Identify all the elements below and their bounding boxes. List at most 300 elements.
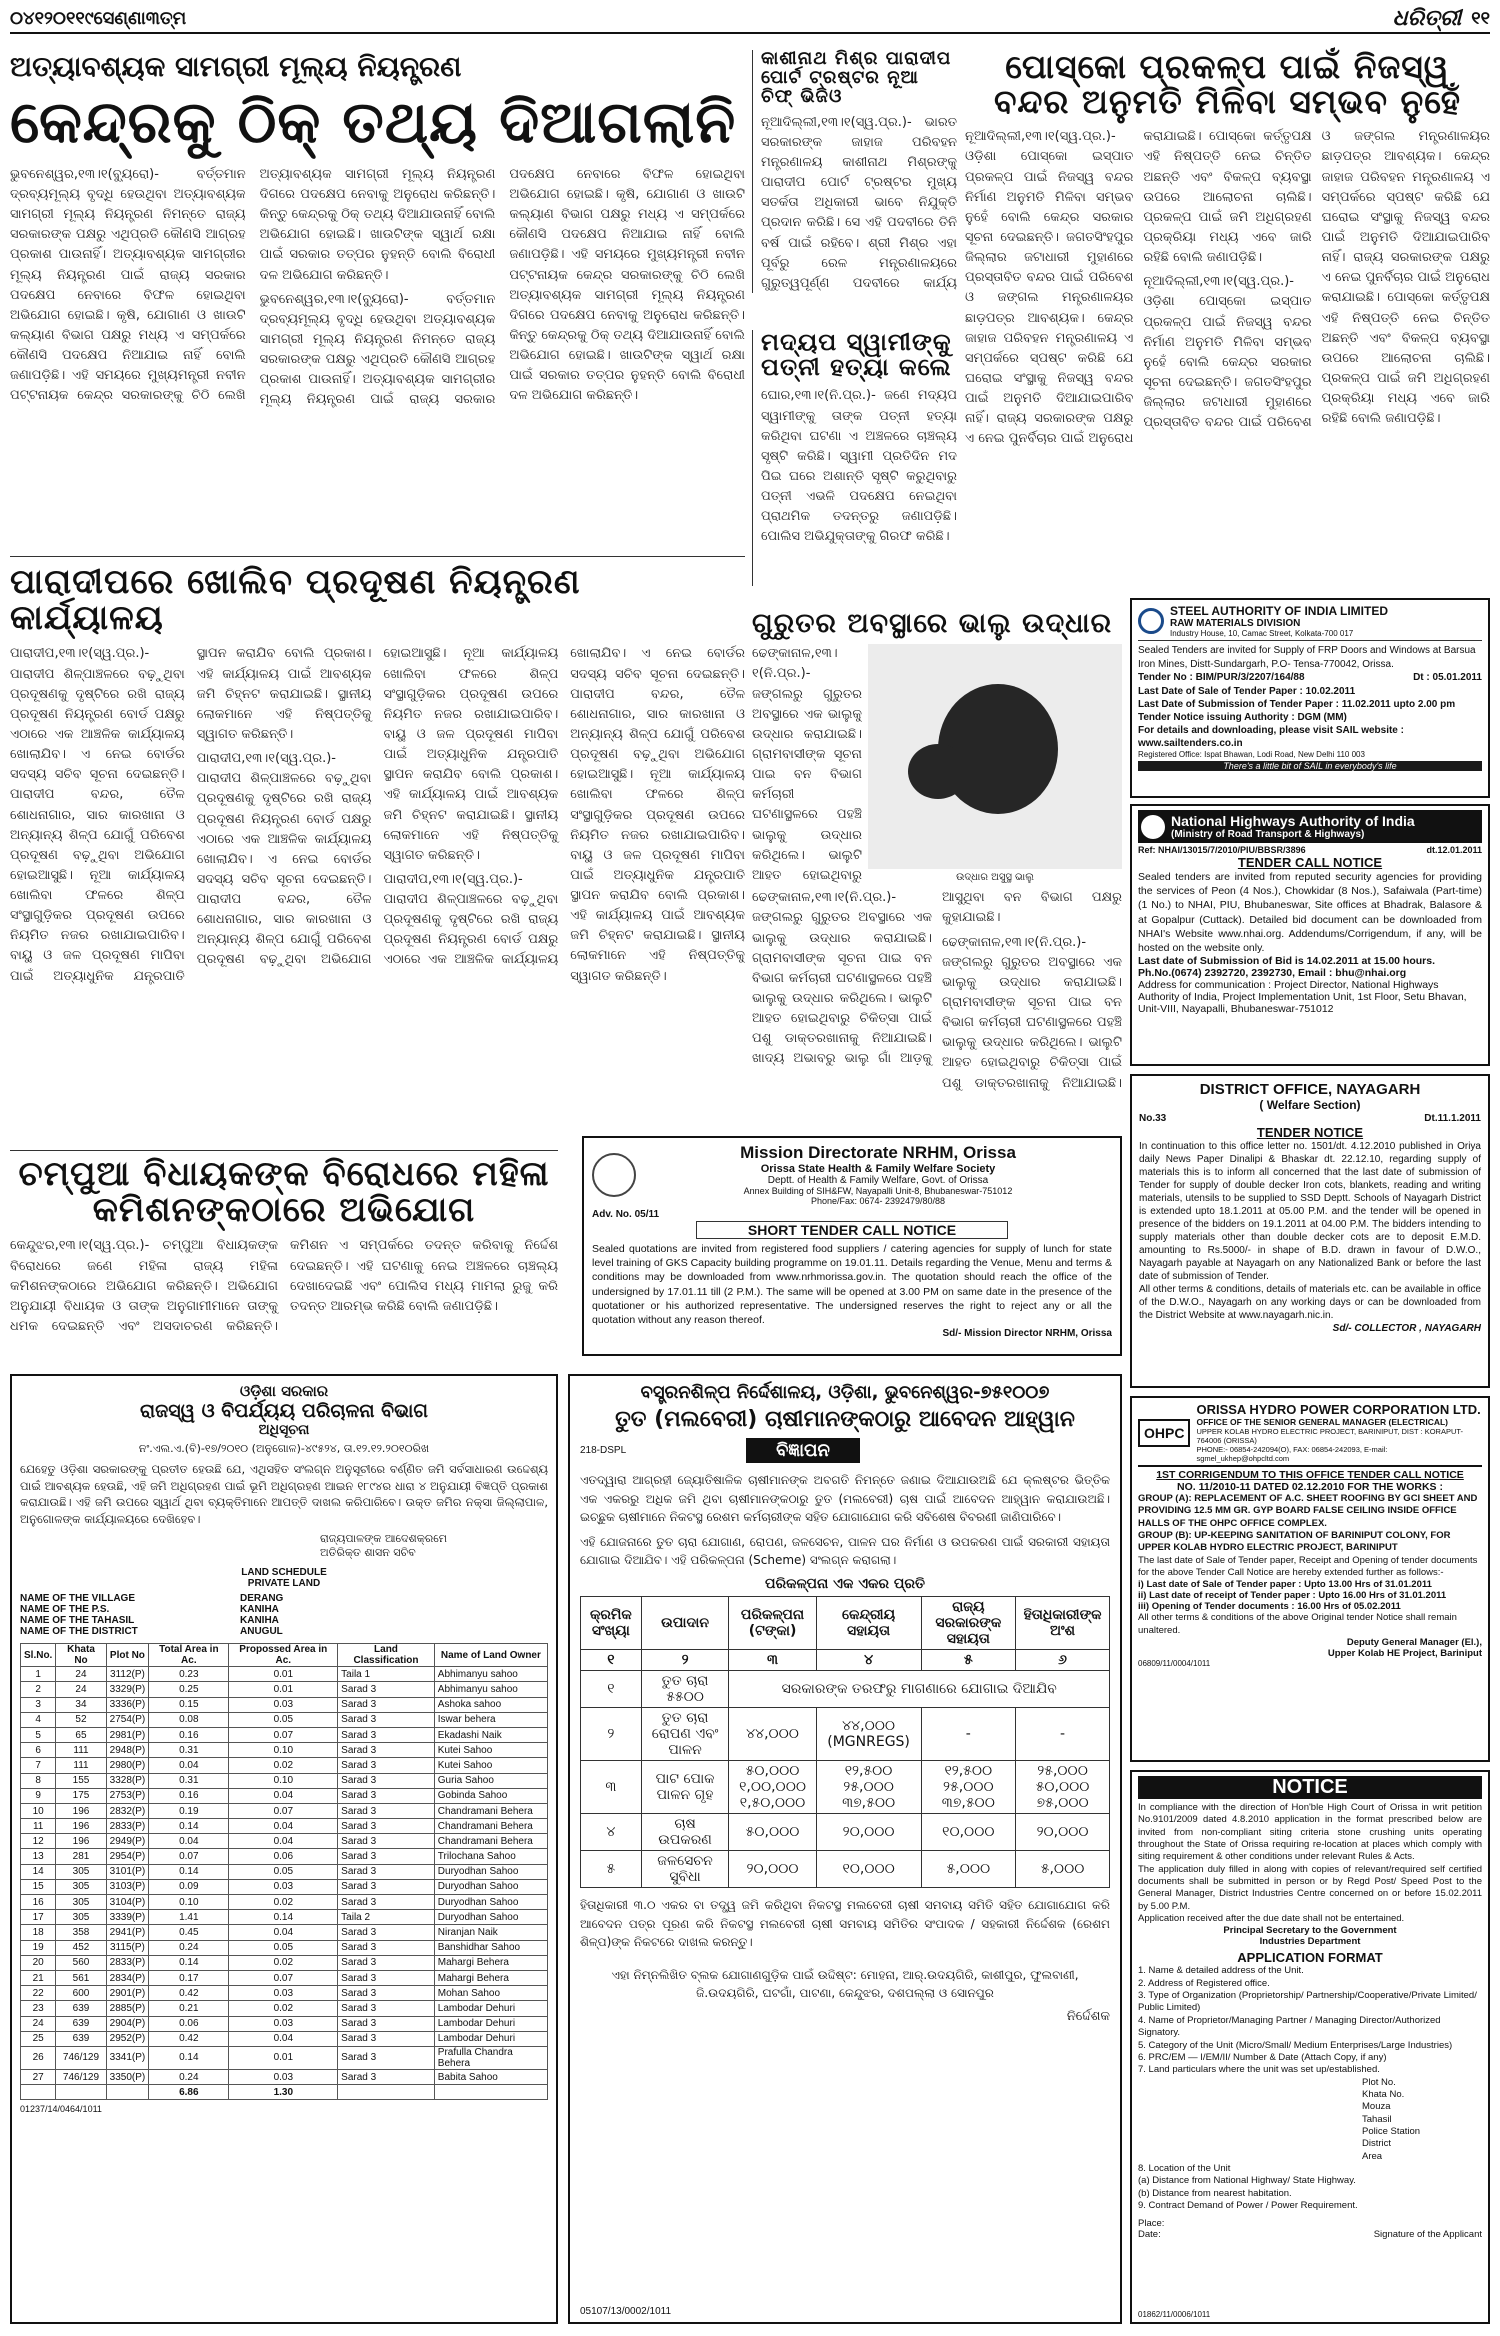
table-header: Name of Land Owner <box>434 1644 547 1667</box>
table-cell: ୨ <box>581 1707 642 1760</box>
table-header-num: ୨ <box>641 1649 729 1670</box>
table-row <box>21 1955 548 1970</box>
ad-body: Sealed quotations are invited from registered food suppliers / catering agencies for supply of lunch for state level training of GKS Capacity building programme on 19.01.11. Details regarding the Venue, Menu and terms & conditions may be downloaded from www.nrhmorissa.gov.in. The quotation should reach the office of the undersigned by 17.01.11 till (2 P.M.). The same will be opened at 3.00 PM on same date in the presence of the quotationer or his authorized representative. The undersigned reserves the right to reject any or all the quotation without any reason thereof. <box>592 1243 1112 1326</box>
table-cell: 0.03 <box>229 2069 338 2084</box>
table-cell: Ashoka sahoo <box>434 1697 547 1712</box>
table-cell: 0.14 <box>149 2046 229 2069</box>
ad-dept: ରାଜସ୍ୱ ଓ ବିପର୍ଯ୍ୟୟ ପରିଚାଳନା ବିଭାଗ <box>140 1400 428 1422</box>
table-cell: ୫୦,୦୦୦ <box>729 1813 816 1850</box>
table-cell: 0.24 <box>149 1940 229 1955</box>
table-cell: ୧୨,୫୦୦ ୨୫,୦୦୦ ୩୭,୫୦୦ <box>921 1760 1016 1813</box>
table-header: ହିତାଧିକାରୀଙ୍କ ଅଂଶ <box>1016 1596 1110 1649</box>
table-cell: 27 <box>21 2069 56 2084</box>
table-row <box>21 1910 548 1925</box>
table-cell: Sarad 3 <box>338 1727 435 1742</box>
ad-contact: Address for communication : Project Director, National Highways Authority of India, Project Implementation Unit, 1st Floor, Setu Bhavan, Unit-VIII, Nayapalli, Bhubaneswar-751012 <box>1138 979 1467 1016</box>
table-row <box>21 1788 548 1803</box>
ad-reg: Registered Office: Ispat Bhawan, Lodi Road, New Delhi 110 003 <box>1138 749 1365 759</box>
table-cell: 0.04 <box>149 1758 229 1773</box>
table-cell: 639 <box>56 2031 106 2046</box>
ad-nrhm <box>582 1136 1122 1356</box>
table-header-num: ୧ <box>581 1649 642 1670</box>
table-cell: 0.04 <box>229 1788 338 1803</box>
table-cell: Sarad 3 <box>338 1986 435 2001</box>
table-cell: 0.03 <box>229 2016 338 2031</box>
table-cell: 639 <box>56 2001 106 2016</box>
table-row <box>21 1864 548 1879</box>
table-cell: 0.25 <box>149 1682 229 1697</box>
table-cell: ୩ <box>581 1760 642 1813</box>
story-body: କେନ୍ଦୁଝର,୧୩।୧(ସ୍ୱ.ପ୍ର.)- ଚମ୍ପୁଆ ବିଧାୟକଙ୍କ ବିରୋଧରେ ଜଣେ ମହିଳା ରାଜ୍ୟ ମହିଳା କମିଶନଙ୍କଠାରେ ଅଭିଯୋଗ କରିଛନ୍ତି। ଅଭିଯୋଗ ଅନୁଯାୟୀ ବିଧାୟକ ଓ ତାଙ୍କ ଅନୁଗାମୀମାନେ ତାଙ୍କୁ ଧମକ ଦେଇଛନ୍ତି ଏବଂ ଅସଦାଚରଣ କରିଛନ୍ତି। କମିଶନ ଏ ସମ୍ପର୍କରେ ତଦନ୍ତ କରିବାକୁ ନିର୍ଦ୍ଦେଶ ଦେଇଛନ୍ତି। ଏହି ଘଟଣାକୁ ନେଇ ଅଞ୍ଚଳରେ ଚାଞ୍ଚଲ୍ୟ ଦେଖାଦେଇଛି ଏବଂ ପୋଲିସ ମଧ୍ୟ ମାମଲା ରୁଜୁ କରି ତଦନ୍ତ ଆରମ୍ଭ କରିଛି ବୋଲି ଜଣାପଡ଼ିଛି। <box>10 1238 558 1334</box>
ad-code: 01862/11/0006/1011 <box>1138 2310 1211 2319</box>
table-row <box>21 2069 548 2084</box>
table-cell: 358 <box>56 1925 106 1940</box>
story-headline[interactable]: କାଶୀନାଥ ମିଶ୍ର ପାରାଦୀପ ପୋର୍ଟ ଟ୍ରଷ୍ଟର ନୂଆ ଚିଫ୍ ଭିଜିଓ <box>761 48 952 107</box>
format-item: 2. Address of Registered office. <box>1138 1977 1270 1989</box>
ad-body: ଏହି ଯୋଜନାରେ ତୁତ ଚାରା ଯୋଗାଣ, ରୋପଣ, ଜଳସେଚନ, ପାଳନ ଘର ନିର୍ମାଣ ଓ ଉପକରଣ ପାଇଁ ସରକାରୀ ସହାୟତା ଯୋଗାଇ ଦିଆଯିବ। ଏହି ପରିକଳ୍ପନା (Scheme) ସଂଲଗ୍ନ କରାଗଲା। <box>580 1534 1110 1568</box>
table-cell: Sarad 3 <box>338 2046 435 2069</box>
table-cell: 1.41 <box>149 1910 229 1925</box>
meta-key: NAME OF THE VILLAGE <box>20 1593 135 1605</box>
ad-unit: UPPER KOLAB HYDRO ELECTRIC PROJECT, BARINIPUT, DIST : KORAPUT-764006 (ORISSA) <box>1196 1427 1464 1445</box>
land-field-label: Plot No. <box>1362 2076 1396 2088</box>
table-cell: 8 <box>21 1773 56 1788</box>
table-cell: ପାଟ ପୋକ ପାଳନ ଗୃହ <box>641 1760 729 1813</box>
table-header: Khata No <box>56 1644 106 1667</box>
table-cell: ୨୦,୦୦୦ <box>816 1813 921 1850</box>
table-cell: 305 <box>56 1895 106 1910</box>
table-cell <box>56 2085 106 2100</box>
table-header: Sl.No. <box>21 1644 56 1667</box>
table-cell: 305 <box>56 1879 106 1894</box>
schedule-subtitle: PRIVATE LAND <box>247 1578 321 1590</box>
ad-no: No.33 <box>1139 1113 1167 1124</box>
story-body: ଭୁବନେଶ୍ୱର,୧୩।୧(ବ୍ୟୁରୋ)- ବର୍ତ୍ତମାନ ଦ୍ରବ୍ୟମୂଲ୍ୟ ବୃଦ୍ଧି ହେଉଥିବା ଅତ୍ୟାବଶ୍ୟକ ସାମଗ୍ରୀ ମୂଲ୍ୟ ନିୟନ୍ତ୍ରଣ ନିମନ୍ତେ ରାଜ୍ୟ ସରକାରଙ୍କ ପକ୍ଷରୁ ଏଥିପ୍ରତି କୌଣସି ଆଗ୍ରହ ପ୍ରକାଶ ପାଉନାହିଁ। ଅତ୍ୟାବଶ୍ୟକ ସାମଗ୍ରୀର ମୂଲ୍ୟ ନିୟନ୍ତ୍ରଣ ପାଇଁ ରାଜ୍ୟ ସରକାର ପଦକ୍ଷେପ ନେବାରେ ବିଫଳ ହୋଇଥିବା ଅଭିଯୋଗ ହୋଇଛି। କୃଷି, ଯୋଗାଣ ଓ ଖାଉଟି କଲ୍ୟାଣ ବିଭାଗ ପକ୍ଷରୁ ମଧ୍ୟ ଏ ସମ୍ପର୍କରେ କୌଣସି ପଦକ୍ଷେପ ନିଆଯାଇ ନାହିଁ ବୋଲି ଜଣାପଡ଼ିଛି। ଏହି ସମୟରେ ମୁଖ୍ୟମନ୍ତ୍ରୀ ନବୀନ ପଟ୍ଟନାୟକ କେନ୍ଦ୍ର ସରକାରଙ୍କୁ ଚିଠି ଲେଖି ଅତ୍ୟାବଶ୍ୟକ ସାମଗ୍ରୀ ମୂଲ୍ୟ ନିୟନ୍ତ୍ରଣ ଦିଗରେ ପଦକ୍ଷେପ ନେବାକୁ ଅନୁରୋଧ କରିଛନ୍ତି। କିନ୍ତୁ କେନ୍ଦ୍ରକୁ ଠିକ୍ ତଥ୍ୟ ଦିଆଯାଉନାହିଁ ବୋଲି ଅଭିଯୋଗ ହୋଇଛି। ଖାଉଟିଙ୍କ ସ୍ୱାର୍ଥ ରକ୍ଷା ପାଇଁ ସରକାର ତତ୍ପର ନୁହନ୍ତି ବୋଲି ବିରୋଧୀ ଦଳ ଅଭିଯୋଗ କରିଛନ୍ତି। ଭୁବନେଶ୍ୱର,୧୩।୧(ବ୍ୟୁରୋ)- ବର୍ତ୍ତମାନ ଦ୍ରବ୍ୟମୂଲ୍ୟ ବୃଦ୍ଧି ହେଉଥିବା ଅତ୍ୟାବଶ୍ୟକ ସାମଗ୍ରୀ ମୂଲ୍ୟ ନିୟନ୍ତ୍ରଣ ନିମନ୍ତେ ରାଜ୍ୟ ସରକାରଙ୍କ ପକ୍ଷରୁ ଏଥିପ୍ରତି କୌଣସି ଆଗ୍ରହ ପ୍ରକାଶ ପାଉନାହିଁ। ଅତ୍ୟାବଶ୍ୟକ ସାମଗ୍ରୀର ମୂଲ୍ୟ ନିୟନ୍ତ୍ରଣ ପାଇଁ ରାଜ୍ୟ ସରକାର ପଦକ୍ଷେପ ନେବାରେ ବିଫଳ ହୋଇଥିବା ଅଭିଯୋଗ ହୋଇଛି। କୃଷି, ଯୋଗାଣ ଓ ଖାଉଟି କଲ୍ୟାଣ ବିଭାଗ ପକ୍ଷରୁ ମଧ୍ୟ ଏ ସମ୍ପର୍କରେ କୌଣସି ପଦକ୍ଷେପ ନିଆଯାଇ ନାହିଁ ବୋଲି ଜଣାପଡ଼ିଛି। ଏହି ସମୟରେ ମୁଖ୍ୟମନ୍ତ୍ରୀ ନବୀନ ପଟ୍ଟନାୟକ କେନ୍ଦ୍ର ସରକାରଙ୍କୁ ଚିଠି ଲେଖି ଅତ୍ୟାବଶ୍ୟକ ସାମଗ୍ରୀ ମୂଲ୍ୟ ନିୟନ୍ତ୍ରଣ ଦିଗରେ ପଦକ୍ଷେପ ନେବାକୁ ଅନୁରୋଧ କରିଛନ୍ତି। କିନ୍ତୁ କେନ୍ଦ୍ରକୁ ଠିକ୍ ତଥ୍ୟ ଦିଆଯାଉନାହିଁ ବୋଲି ଅଭିଯୋଗ ହୋଇଛି। ଖାଉଟିଙ୍କ ସ୍ୱାର୍ଥ ରକ୍ଷା ପାଇଁ ସରକାର ତତ୍ପର ନୁହନ୍ତି ବୋଲି ବିରୋଧୀ ଦଳ ଅଭିଯୋଗ କରିଛନ୍ତି। <box>10 166 745 408</box>
table-cell: 18 <box>21 1925 56 1940</box>
format-item: (a) Distance from National Highway/ State Highway. <box>1138 2175 1356 2187</box>
table-cell <box>21 2085 56 2100</box>
ad-sign: Deputy General Manager (El.), <box>1346 1637 1482 1649</box>
ad-ministry: (Ministry of Road Transport & Highways) <box>1171 829 1365 840</box>
format-item: 6. PRC/EM — I/EM/II/ Number & Date (Attach Copy, if any) <box>1138 2051 1387 2063</box>
ad-body: The application duly filled in along with copies of relevant/required self certified documents shall be submitted in person or by Regd Post/ Speed Post to the General Manager, District Industries Centre concerned on or before 15.02.2011 by 5.00 P.M. <box>1138 1863 1482 1912</box>
table-cell: ୫,୦୦୦ <box>921 1850 1016 1887</box>
table-row <box>581 1707 1110 1760</box>
table-row <box>21 1986 548 2001</box>
table-cell: 12 <box>21 1834 56 1849</box>
land-field-label: Khata No. <box>1362 2088 1405 2100</box>
table-cell: Sarad 3 <box>338 1697 435 1712</box>
table-cell: Sarad 3 <box>338 1849 435 1864</box>
table-cell: ୫,୦୦୦ <box>1016 1850 1110 1887</box>
ad-sub: Annex Building of SIH&FW, Nayapalli Unit-8, Bhubaneswar-751012 <box>743 1186 1013 1196</box>
meta-value: DERANG <box>240 1593 284 1605</box>
table-cell: 0.15 <box>149 1697 229 1712</box>
ad-sericulture <box>568 1374 1122 2324</box>
ad-title: TENDER CALL NOTICE <box>1237 855 1383 870</box>
bear-photo <box>868 644 1122 869</box>
table-cell: Sarad 3 <box>338 1970 435 1985</box>
table-cell: 0.08 <box>149 1712 229 1727</box>
table-cell: Ekadashi Naik <box>434 1727 547 1742</box>
story-women-commission <box>10 1150 558 1351</box>
table-cell: ଜଳସେଚନ ସୁବିଧା <box>641 1850 729 1887</box>
ad-no: ନଂ.ଏଲ.ଏ.(ବି)-୧୭/୨୦୧୦ (ଅନୁଗୋଳ)-୪୯୫୨୪, ତା.୧୨.୧୨.୨୦୧୦ରିଖ <box>138 1442 430 1455</box>
table-cell: 17 <box>21 1910 56 1925</box>
table-cell: Sarad 3 <box>338 2069 435 2084</box>
ad-note: All other terms & conditions of the above Original tender Notice shall remain unaltered. <box>1138 1612 1457 1636</box>
table-cell: 3341(P) <box>106 2046 149 2069</box>
ad-advno: Adv. No. 05/11 <box>592 1209 660 1220</box>
table-cell: Lambodar Dehuri <box>434 2001 547 2016</box>
ad-stone-crusher-notice <box>1130 1770 1490 2324</box>
table-cell: Sarad 3 <box>338 1773 435 1788</box>
table-cell: 3104(P) <box>106 1895 149 1910</box>
place-label: Place: <box>1138 2218 1165 2230</box>
ad-code: 218-DSPL <box>580 1445 627 1456</box>
table-cell: 2832(P) <box>106 1803 149 1818</box>
table-header-num: ୩ <box>729 1649 816 1670</box>
table-cell: 2949(P) <box>106 1834 149 1849</box>
table-cell: 0.10 <box>229 1743 338 1758</box>
table-cell: 2754(P) <box>106 1712 149 1727</box>
table-cell: 3329(P) <box>106 1682 149 1697</box>
table-cell: 0.01 <box>229 2046 338 2069</box>
table-cell: Sarad 3 <box>338 2001 435 2016</box>
table-cell: Kutei Sahoo <box>434 1758 547 1773</box>
table-cell: Sarad 3 <box>338 1788 435 1803</box>
table-cell: ୫ <box>581 1850 642 1887</box>
ad-sign: Principal Secretary to the Government <box>1223 1925 1397 1937</box>
story-paradip-cvo <box>752 50 957 293</box>
table-cell: 0.03 <box>229 1879 338 1894</box>
table-cell: ୨୦,୦୦୦ <box>729 1850 816 1887</box>
table-cell: 452 <box>56 1940 106 1955</box>
ad-sign: Upper Kolab HE Project, Bariniput <box>1327 1648 1482 1660</box>
table-cell: 0.14 <box>229 1910 338 1925</box>
table-cell: 6 <box>21 1743 56 1758</box>
date-label: Date: <box>1138 2229 1161 2241</box>
story-headline[interactable]: ଚମ୍ପୁଆ ବିଧାୟକଙ୍କ ବିରୋଧରେ ମହିଳା କମିଶନଙ୍କଠାରେ ଅଭିଯୋଗ <box>18 1154 550 1230</box>
ad-org: STEEL AUTHORITY OF INDIA LIMITED <box>1170 604 1389 618</box>
table-cell: 111 <box>56 1743 106 1758</box>
sail-logo-icon <box>1138 608 1164 634</box>
nhai-logo-icon <box>1141 815 1165 839</box>
ad-tagline: There's a little bit of SAIL in everybody's life <box>1138 761 1482 771</box>
story-headline[interactable]: ପାରାଦୀପରେ ଖୋଲିବ ପ୍ରଦୂଷଣ ନିୟନ୍ତ୍ରଣ କାର୍ଯ୍ୟାଳୟ <box>10 562 581 638</box>
table-cell: 0.02 <box>229 2001 338 2016</box>
table-cell: 2980(P) <box>106 1758 149 1773</box>
table-cell: 3101(P) <box>106 1864 149 1879</box>
story-headline[interactable]: ମଦ୍ୟପ ସ୍ୱାମୀଙ୍କୁ ପତ୍ନୀ ହତ୍ୟା କଲେ <box>761 328 952 382</box>
story-murder <box>752 330 957 586</box>
table-cell: 0.01 <box>229 1682 338 1697</box>
table-cell: - <box>921 1707 1016 1760</box>
nrhm-logo-icon <box>592 1153 636 1197</box>
table-cell: 23 <box>21 2001 56 2016</box>
ad-org: ORISSA HYDRO POWER CORPORATION LTD. <box>1196 1402 1481 1417</box>
table-header-num: ୬ <box>1016 1649 1110 1670</box>
ad-office: OFFICE OF THE SENIOR GENERAL MANAGER (ELECTRICAL) <box>1196 1417 1448 1427</box>
table-cell: 0.16 <box>149 1727 229 1742</box>
land-table <box>20 1643 548 2100</box>
table-row <box>581 1670 1110 1707</box>
table-header: ପରିକଳ୍ପନା (ଟଙ୍କା) <box>729 1596 816 1649</box>
ad-nayagarh <box>1130 1074 1490 1388</box>
ad-sign: ଅତିରିକ୍ତ ଶାସନ ସଚିବ <box>320 1546 416 1560</box>
table-cell: ୧୦,୦୦୦ <box>816 1850 921 1887</box>
table-row <box>21 2031 548 2046</box>
format-title: APPLICATION FORMAT <box>1237 1950 1383 1966</box>
format-item: 8. Location of the Unit <box>1138 2162 1231 2174</box>
table-cell: 600 <box>56 1986 106 2001</box>
table-cell: 20 <box>21 1955 56 1970</box>
schedule-meta-row <box>20 1626 548 1637</box>
table-cell: 2885(P) <box>106 2001 149 2016</box>
table-row <box>21 1879 548 1894</box>
table-cell: Sarad 3 <box>338 2031 435 2046</box>
story-headline[interactable]: ପୋସ୍କୋ ପ୍ରକଳ୍ପ ପାଇଁ ନିଜସ୍ୱ ବନ୍ଦର ଅନୁମତି ମିଳିବା ସମ୍ଭବ ନୁହେଁ <box>993 47 1462 121</box>
table-cell: 3112(P) <box>106 1667 149 1682</box>
table-cell: 2954(P) <box>106 1849 149 1864</box>
table-cell: 560 <box>56 1955 106 1970</box>
table-cell: 24 <box>56 1682 106 1697</box>
ad-date: dt.12.01.2011 <box>1426 845 1482 855</box>
ad-ref: NO. 11/2010-11 DATED 02.12.2010 FOR THE WORKS : <box>1177 1481 1443 1493</box>
table-header: Propossed Area in Ac. <box>229 1644 338 1667</box>
ad-date-line: iii) Opening of Tender documents : 16.00 Hrs of 05.02.2011 <box>1138 1601 1401 1613</box>
ad-header: ବସ୍ତ୍ରନଶିଳ୍ପ ନିର୍ଦ୍ଦେଶାଳୟ, ଓଡ଼ିଶା, ଭୁବନେଶ୍ୱର-୭୫୧୦୦୭ <box>640 1382 1050 1403</box>
table-row <box>21 1970 548 1985</box>
ad-link[interactable]: For details and downloading, please visit SAIL website : www.sailtenders.co.in <box>1138 724 1404 749</box>
meta-value: KANIHA <box>240 1604 279 1616</box>
table-cell: 0.05 <box>229 1940 338 1955</box>
table-cell: 1 <box>21 1667 56 1682</box>
ad-doc: ଅଧିସୂଚନା <box>258 1422 310 1438</box>
table-header: Total Area in Ac. <box>149 1644 229 1667</box>
table-cell: 0.17 <box>149 1970 229 1985</box>
ad-title: SHORT TENDER CALL NOTICE <box>696 1221 1008 1239</box>
ad-code: 06809/11/0004/1011 <box>1138 1659 1211 1669</box>
table-row <box>21 1667 548 1682</box>
table-row <box>21 1727 548 1742</box>
table-cell: 0.14 <box>149 1955 229 1970</box>
table-header: କ୍ରମିକ ସଂଖ୍ୟା <box>581 1596 642 1649</box>
ohpc-logo: OHPC <box>1138 1419 1190 1447</box>
ad-contact: PHONE:- 06854-242094(O), FAX: 06854-242093, E-mail: sgmel_ukhep@ohpcltd.com <box>1196 1445 1388 1463</box>
table-cell: 26 <box>21 2046 56 2069</box>
table-cell: Iswar behera <box>434 1712 547 1727</box>
ad-body: In continuation to this office letter no. 1501/dt. 4.12.2010 published in Oriya daily News Paper Dinalipi & Bhaskar dt. 22.12.10, regarding supply of materials this is to inform all concerned that the last date of submission of Tender for supply of double decker Iron cots, blankets, reading and writing materials, utensils to be supplied to SSD Deptt. Schools of Nayagarh District is extended upto 18.1.2011 at 05.00 P.M. and the tender will be opened in presence of the bidders on 19.1.2011 at 04.00 P.M. The bidders intending to supply materials other than double decker cots are to deposit E.M.D. amounting to Rs.5000/- in shape of B.D. drawn in favour of D.W.O., Nayagarh payable at Nayagarh on any Nationalized Bank or before the last date of submission of Tender. <box>1139 1141 1481 1282</box>
table-cell: 0.04 <box>229 2031 338 2046</box>
table-cell: 0.14 <box>149 1864 229 1879</box>
table-cell: 0.09 <box>149 1879 229 1894</box>
table-cell: ତୁତ ଚାରା ୫୫୦୦ <box>641 1670 729 1707</box>
table-cell: 0.03 <box>229 1697 338 1712</box>
table-cell: Sarad 3 <box>338 1712 435 1727</box>
schedule-meta-row <box>20 1604 548 1615</box>
page-header <box>10 4 1490 34</box>
ad-sub: Orissa State Health & Family Welfare Society <box>760 1163 996 1175</box>
table-header-num: ୪ <box>816 1649 921 1670</box>
table-cell: 3103(P) <box>106 1879 149 1894</box>
table-cell: 2833(P) <box>106 1955 149 1970</box>
schedule-title: LAND SCHEDULE <box>241 1567 327 1579</box>
table-cell: 16 <box>21 1895 56 1910</box>
table-cell: 24 <box>21 2016 56 2031</box>
table-cell: 9 <box>21 1788 56 1803</box>
table-cell: Duryodhan Sahoo <box>434 1864 547 1879</box>
table-cell: ତୁତ ଚାରା ରୋପଣ ଏବଂ ପାଳନ <box>641 1707 729 1760</box>
format-item: 4. Name of Proprietor/Managing Partner / Managing Director/Authorized Signatory. <box>1138 2014 1441 2039</box>
land-field-label: Police Station <box>1362 2125 1421 2137</box>
table-row <box>21 2001 548 2016</box>
table-row <box>21 1925 548 1940</box>
ad-title: DISTRICT OFFICE, NAYAGARH <box>1199 1081 1421 1098</box>
ad-nhai <box>1130 804 1490 1066</box>
ad-signature: ନିର୍ଦ୍ଦେଶକ <box>1066 2008 1110 2024</box>
table-cell: 0.16 <box>149 1788 229 1803</box>
table-row <box>21 2016 548 2031</box>
table-cell: Chandramani Behera <box>434 1803 547 1818</box>
table-cell: Duryodhan Sahoo <box>434 1895 547 1910</box>
story-body: ପାରାଦୀପ,୧୩।୧(ସ୍ୱ.ପ୍ର.)- ପାରାଦୀପ ଶିଳ୍ପାଞ୍ଚଳରେ ବଢ଼ୁଥିବା ପ୍ରଦୂଷଣକୁ ଦୃଷ୍ଟିରେ ରଖି ରାଜ୍ୟ ପ୍ରଦୂଷଣ ନିୟନ୍ତ୍ରଣ ବୋର୍ଡ ପକ୍ଷରୁ ଏଠାରେ ଏକ ଆଞ୍ଚଳିକ କାର୍ଯ୍ୟାଳୟ ଖୋଲାଯିବ। ଏ ନେଇ ବୋର୍ଡର ସଦସ୍ୟ ସଚିବ ସୂଚନା ଦେଇଛନ୍ତି। ପାରାଦୀପ ବନ୍ଦର, ତୈଳ ଶୋଧନାଗାର, ସାର କାରଖାନା ଓ ଅନ୍ୟାନ୍ୟ ଶିଳ୍ପ ଯୋଗୁଁ ପରିବେଶ ପ୍ରଦୂଷଣ ବଢ଼ୁଥିବା ଅଭିଯୋଗ ହୋଇଆସୁଛି। ନୂଆ କାର୍ଯ୍ୟାଳୟ ଖୋଲିବା ଫଳରେ ଶିଳ୍ପ ସଂସ୍ଥାଗୁଡ଼ିକର ପ୍ରଦୂଷଣ ଉପରେ ନିୟମିତ ନଜର ରଖାଯାଇପାରିବ। ବାୟୁ ଓ ଜଳ ପ୍ରଦୂଷଣ ମାପିବା ପାଇଁ ଅତ୍ୟାଧୁନିକ ଯନ୍ତ୍ରପାତି ସ୍ଥାପନ କରାଯିବ ବୋଲି ପ୍ରକାଶ। ଏହି କାର୍ଯ୍ୟାଳୟ ପାଇଁ ଆବଶ୍ୟକ ଜମି ଚିହ୍ନଟ କରାଯାଇଛି। ସ୍ଥାନୀୟ ଲୋକମାନେ ଏହି ନିଷ୍ପତ୍ତିକୁ ସ୍ୱାଗତ କରିଛନ୍ତି। ପାରାଦୀପ,୧୩।୧(ସ୍ୱ.ପ୍ର.)- ପାରାଦୀପ ଶିଳ୍ପାଞ୍ଚଳରେ ବଢ଼ୁଥିବା ପ୍ରଦୂଷଣକୁ ଦୃଷ୍ଟିରେ ରଖି ରାଜ୍ୟ ପ୍ରଦୂଷଣ ନିୟନ୍ତ୍ରଣ ବୋର୍ଡ ପକ୍ଷରୁ ଏଠାରେ ଏକ ଆଞ୍ଚଳିକ କାର୍ଯ୍ୟାଳୟ ଖୋଲାଯିବ। ଏ ନେଇ ବୋର୍ଡର ସଦସ୍ୟ ସଚିବ ସୂଚନା ଦେଇଛନ୍ତି। ପାରାଦୀପ ବନ୍ଦର, ତୈଳ ଶୋଧନାଗାର, ସାର କାରଖାନା ଓ ଅନ୍ୟାନ୍ୟ ଶିଳ୍ପ ଯୋଗୁଁ ପରିବେଶ ପ୍ରଦୂଷଣ ବଢ଼ୁଥିବା ଅଭିଯୋଗ ହୋଇଆସୁଛି। ନୂଆ କାର୍ଯ୍ୟାଳୟ ଖୋଲିବା ଫଳରେ ଶିଳ୍ପ ସଂସ୍ଥାଗୁଡ଼ିକର ପ୍ରଦୂଷଣ ଉପରେ ନିୟମିତ ନଜର ରଖାଯାଇପାରିବ। ବାୟୁ ଓ ଜଳ ପ୍ରଦୂଷଣ ମାପିବା ପାଇଁ ଅତ୍ୟାଧୁନିକ ଯନ୍ତ୍ରପାତି ସ୍ଥାପନ କରାଯିବ ବୋଲି ପ୍ରକାଶ। ଏହି କାର୍ଯ୍ୟାଳୟ ପାଇଁ ଆବଶ୍ୟକ ଜମି ଚିହ୍ନଟ କରାଯାଇଛି। ସ୍ଥାନୀୟ ଲୋକମାନେ ଏହି ନିଷ୍ପତ୍ତିକୁ ସ୍ୱାଗତ କରିଛନ୍ତି। ପାରାଦୀପ,୧୩।୧(ସ୍ୱ.ପ୍ର.)- ପାରାଦୀପ ଶିଳ୍ପାଞ୍ଚଳରେ ବଢ଼ୁଥିବା ପ୍ରଦୂଷଣକୁ ଦୃଷ୍ଟିରେ ରଖି ରାଜ୍ୟ ପ୍ରଦୂଷଣ ନିୟନ୍ତ୍ରଣ ବୋର୍ଡ ପକ୍ଷରୁ ଏଠାରେ ଏକ ଆଞ୍ଚଳିକ କାର୍ଯ୍ୟାଳୟ ଖୋଲାଯିବ। ଏ ନେଇ ବୋର୍ଡର ସଦସ୍ୟ ସଚିବ ସୂଚନା ଦେଇଛନ୍ତି। ପାରାଦୀପ ବନ୍ଦର, ତୈଳ ଶୋଧନାଗାର, ସାର କାରଖାନା ଓ ଅନ୍ୟାନ୍ୟ ଶିଳ୍ପ ଯୋଗୁଁ ପରିବେଶ ପ୍ରଦୂଷଣ ବଢ଼ୁଥିବା ଅଭିଯୋଗ ହୋଇଆସୁଛି। ନୂଆ କାର୍ଯ୍ୟାଳୟ ଖୋଲିବା ଫଳରେ ଶିଳ୍ପ ସଂସ୍ଥାଗୁଡ଼ିକର ପ୍ରଦୂଷଣ ଉପରେ ନିୟମିତ ନଜର ରଖାଯାଇପାରିବ। ବାୟୁ ଓ ଜଳ ପ୍ରଦୂଷଣ ମାପିବା ପାଇଁ ଅତ୍ୟାଧୁନିକ ଯନ୍ତ୍ରପାତି ସ୍ଥାପନ କରାଯିବ ବୋଲି ପ୍ରକାଶ। ଏହି କାର୍ଯ୍ୟାଳୟ ପାଇଁ ଆବଶ୍ୟକ ଜମି ଚିହ୍ନଟ କରାଯାଇଛି। ସ୍ଥାନୀୟ ଲୋକମାନେ ଏହି ନିଷ୍ପତ୍ତିକୁ ସ୍ୱାଗତ କରିଛନ୍ତି। <box>10 646 745 984</box>
table-cell: 0.07 <box>229 1727 338 1742</box>
header-date: ୦୪୧୨୦୧୧୯ସେଣ୍ଣା୩ତ୍ମ <box>10 7 187 29</box>
table-cell: 65 <box>56 1727 106 1742</box>
table-cell: 0.07 <box>229 1803 338 1818</box>
ad-line: Tender Notice issuing Authority : DGM (MM) <box>1138 711 1347 723</box>
land-field-label: Tahasil <box>1362 2113 1392 2125</box>
table-cell: 0.07 <box>229 1970 338 1985</box>
table-cell: 14 <box>21 1864 56 1879</box>
table-header: Land Classification <box>338 1644 435 1667</box>
table-row <box>21 1819 548 1834</box>
table-cell: 2834(P) <box>106 1970 149 1985</box>
table-cell: 1.30 <box>229 2085 338 2100</box>
table-cell: Lambodar Dehuri <box>434 2031 547 2046</box>
table-cell: Sarad 3 <box>338 1682 435 1697</box>
table-cell: 2941(P) <box>106 1925 149 1940</box>
table-cell: 281 <box>56 1849 106 1864</box>
table-cell: ୪ <box>581 1813 642 1850</box>
table-cell: 0.02 <box>229 1955 338 1970</box>
table-cell: 13 <box>21 1849 56 1864</box>
table-cell: 0.14 <box>149 1819 229 1834</box>
table-cell: 2753(P) <box>106 1788 149 1803</box>
table-cell: 196 <box>56 1803 106 1818</box>
table-cell: 0.10 <box>229 1773 338 1788</box>
table-cell: 111 <box>56 1758 106 1773</box>
table-cell: 155 <box>56 1773 106 1788</box>
ad-body: Sealed tenders are invited from reputed security agencies for providing the services of Peon (4 Nos.), Chowkidar (8 Nos.), Safaiwala (Part-time) (1 No.) to NHAI, PIU, Bhubaneswar, Site offices at Bhadrak, Balasore & at Gopalpur (Cuttack). Detailed bid document can be downloaded from NHAI's Website www.nhai.org. Addendums/Corrigendum, if any, will be hosted on the website only. <box>1138 871 1482 954</box>
table-cell: 2901(P) <box>106 1986 149 2001</box>
table-cell: Sarad 3 <box>338 1803 435 1818</box>
table-cell: 2952(P) <box>106 2031 149 2046</box>
table-cell: ୨୦,୦୦୦ <box>1016 1813 1110 1850</box>
table-cell: ୨୫,୦୦୦ ୫୦,୦୦୦ ୭୫,୦୦୦ <box>1016 1760 1110 1813</box>
table-cell: 0.07 <box>149 1849 229 1864</box>
table-cell: ୧୨,୫୦୦ ୨୫,୦୦୦ ୩୭,୫୦୦ <box>816 1760 921 1813</box>
table-cell: 0.05 <box>229 1712 338 1727</box>
meta-value: ANUGUL <box>240 1626 283 1638</box>
table-row <box>21 1773 548 1788</box>
story-headline[interactable]: କେନ୍ଦ୍ରକୁ ଠିକ୍ ତଥ୍ୟ ଦିଆଗଲାନି <box>10 88 737 156</box>
table-row <box>21 1743 548 1758</box>
table-row <box>21 1834 548 1849</box>
table-cell: 15 <box>21 1879 56 1894</box>
meta-key: NAME OF THE DISTRICT <box>20 1626 138 1638</box>
format-item: (b) Distance from nearest habitation. <box>1138 2187 1292 2199</box>
table-cell: ୧୦,୦୦୦ <box>921 1813 1016 1850</box>
ad-group: GROUP (B): UP-KEEPING SANITATION OF BARINIPUT COLONY, FOR UPPER KOLAB HYDRO ELECTRIC PROJECT, BARINIPUT <box>1138 1530 1451 1554</box>
table-cell: 11 <box>21 1819 56 1834</box>
table-cell: Chandramani Behera <box>434 1819 547 1834</box>
story-body: ନୂଆଦିଲ୍ଲୀ,୧୩।୧(ସ୍ୱ.ପ୍ର.)- ଭାରତ ସରକାରଙ୍କ ଜାହାଜ ପରିବହନ ମନ୍ତ୍ରଣାଳୟ କାଶୀନାଥ ମିଶ୍ରଙ୍କୁ ପାରାଦୀପ ପୋର୍ଟ ଟ୍ରଷ୍ଟର ମୁଖ୍ୟ ସତର୍କତା ଅଧିକାରୀ ଭାବେ ନିଯୁକ୍ତି ପ୍ରଦାନ କରିଛି। ସେ ଏହି ପଦବୀରେ ତିନି ବର୍ଷ ପାଇଁ ରହିବେ। ଶ୍ରୀ ମିଶ୍ର ଏହା ପୂର୍ବରୁ ରେଳ ମନ୍ତ୍ରଣାଳୟରେ ଗୁରୁତ୍ୱପୂର୍ଣ୍ଣ ପଦବୀରେ କାର୍ଯ୍ୟ <box>761 114 957 291</box>
table-cell: 24 <box>56 1667 106 1682</box>
table-row <box>21 1940 548 1955</box>
table-cell: 0.02 <box>229 1895 338 1910</box>
ad-footer: ଏହା ନିମ୍ନଲିଖିତ ବ୍ଲକ ଯୋଗାଣଗୁଡ଼ିକ ପାଇଁ ଉଦ୍ଦିଷ୍ଟ: ମୋହନା, ଆର୍.ଉଦୟଗିରି, କାଶୀପୁର, ଫୁଲବାଣୀ, ଜି.ଉଦୟଗିରି, ଘଟଗାଁ, ପାଟଣା, କେନ୍ଦୁଝର, ଦଶପଲ୍ଲା ଓ ସୋନପୁର <box>611 1967 1079 2001</box>
table-cell: 0.02 <box>229 1758 338 1773</box>
table-cell: 19 <box>21 1940 56 1955</box>
scheme-table <box>580 1596 1110 1888</box>
photo-caption: ଉଦ୍ଧାର ଅସୁସ୍ଥ ଭାଲୁ <box>956 872 1034 884</box>
signature-label: Signature of the Applicant <box>1373 2229 1482 2241</box>
story-body: ନୂଆଦିଲ୍ଲୀ,୧୩।୧(ସ୍ୱ.ପ୍ର.)- ଓଡ଼ିଶା ପୋସ୍କୋ ଇସ୍ପାତ ପ୍ରକଳ୍ପ ପାଇଁ ନିଜସ୍ୱ ବନ୍ଦର ନିର୍ମାଣ ଅନୁମତି ମିଳିବା ସମ୍ଭବ ନୁହେଁ ବୋଲି କେନ୍ଦ୍ର ସରକାର ସୂଚନା ଦେଇଛନ୍ତି। ଜଗତସିଂହପୁର ଜିଲ୍ଲାର ଜଟାଧାରୀ ମୁହାଣରେ ପ୍ରସ୍ତାବିତ ବନ୍ଦର ପାଇଁ ପରିବେଶ ଓ ଜଙ୍ଗଲ ମନ୍ତ୍ରଣାଳୟର ଛାଡ଼ପତ୍ର ଆବଶ୍ୟକ। କେନ୍ଦ୍ର ଜାହାଜ ପରିବହନ ମନ୍ତ୍ରଣାଳୟ ଏ ସମ୍ପର୍କରେ ସ୍ପଷ୍ଟ କରିଛି ଯେ ଘରୋଇ ସଂସ୍ଥାକୁ ନିଜସ୍ୱ ବନ୍ଦର ପାଇଁ ଅନୁମତି ଦିଆଯାଇପାରିବ ନାହିଁ। ରାଜ୍ୟ ସରକାରଙ୍କ ପକ୍ଷରୁ ଏ ନେଇ ପୁନର୍ବିଚାର ପାଇଁ ଅନୁରୋଧ କରାଯାଇଛି। ପୋସ୍କୋ କର୍ତ୍ତୃପକ୍ଷ ଏହି ନିଷ୍ପତ୍ତି ନେଇ ଚିନ୍ତିତ ଅଛନ୍ତି ଏବଂ ବିକଳ୍ପ ବ୍ୟବସ୍ଥା ଉପରେ ଆଲୋଚନା ଚାଲିଛି। ପ୍ରକଳ୍ପ ପାଇଁ ଜମି ଅଧିଗ୍ରହଣ ପ୍ରକ୍ରିୟା ମଧ୍ୟ ଏବେ ଜାରି ରହିଛି ବୋଲି ଜଣାପଡ଼ିଛି। ନୂଆଦିଲ୍ଲୀ,୧୩।୧(ସ୍ୱ.ପ୍ର.)- ଓଡ଼ିଶା ପୋସ୍କୋ ଇସ୍ପାତ ପ୍ରକଳ୍ପ ପାଇଁ ନିଜସ୍ୱ ବନ୍ଦର ନିର୍ମାଣ ଅନୁମତି ମିଳିବା ସମ୍ଭବ ନୁହେଁ ବୋଲି କେନ୍ଦ୍ର ସରକାର ସୂଚନା ଦେଇଛନ୍ତି। ଜଗତସିଂହପୁର ଜିଲ୍ଲାର ଜଟାଧାରୀ ମୁହାଣରେ ପ୍ରସ୍ତାବିତ ବନ୍ଦର ପାଇଁ ପରିବେଶ ଓ ଜଙ୍ଗଲ ମନ୍ତ୍ରଣାଳୟର ଛାଡ଼ପତ୍ର ଆବଶ୍ୟକ। କେନ୍ଦ୍ର ଜାହାଜ ପରିବହନ ମନ୍ତ୍ରଣାଳୟ ଏ ସମ୍ପର୍କରେ ସ୍ପଷ୍ଟ କରିଛି ଯେ ଘରୋଇ ସଂସ୍ଥାକୁ ନିଜସ୍ୱ ବନ୍ଦର ପାଇଁ ଅନୁମତି ଦିଆଯାଇପାରିବ ନାହିଁ। ରାଜ୍ୟ ସରକାରଙ୍କ ପକ୍ଷରୁ ଏ ନେଇ ପୁନର୍ବିଚାର ପାଇଁ ଅନୁରୋଧ କରାଯାଇଛି। ପୋସ୍କୋ କର୍ତ୍ତୃପକ୍ଷ ଏହି ନିଷ୍ପତ୍ତି ନେଇ ଚିନ୍ତିତ ଅଛନ୍ତି ଏବଂ ବିକଳ୍ପ ବ୍ୟବସ୍ଥା ଉପରେ ଆଲୋଚନା ଚାଲିଛି। ପ୍ରକଳ୍ପ ପାଇଁ ଜମି ଅଧିଗ୍ରହଣ ପ୍ରକ୍ରିୟା ମଧ୍ୟ ଏବେ ଜାରି ରହିଛି ବୋଲି ଜଣାପଡ଼ିଛି। <box>965 129 1490 447</box>
table-cell: Sarad 3 <box>338 1940 435 1955</box>
table-cell <box>338 2085 435 2100</box>
ad-signature: Sd/- COLLECTOR , NAYAGARH <box>1332 1323 1481 1334</box>
ad-org: National Highways Authority of India <box>1171 813 1415 829</box>
scheme-table-title: ପରିକଳ୍ପନା ଏକ ଏକର ପ୍ରତି <box>765 1575 925 1592</box>
table-cell: ୫୦,୦୦୦ ୧,୦୦,୦୦୦ ୧,୫୦,୦୦୦ <box>729 1760 816 1813</box>
table-cell: Sarad 3 <box>338 1895 435 1910</box>
format-item: 5. Category of the Unit (Micro/Small/ Medium Enterprises/Large Industries) <box>1138 2039 1453 2051</box>
table-cell: ୪୪,୦୦୦ (MGNREGS) <box>816 1707 921 1760</box>
ad-line: Last Date of Sale of Tender Paper : 10.02.2011 <box>1138 685 1356 697</box>
table-row <box>21 1849 548 1864</box>
table-cell: 746/129 <box>56 2046 106 2069</box>
story-headline[interactable]: ଗୁରୁତର ଅବସ୍ଥାରେ ଭାଲୁ ଉଦ୍ଧାର <box>752 608 1113 639</box>
story-body-continued: ଢେଙ୍କାନାଳ,୧୩।୧(ନି.ପ୍ର.)- ଜଙ୍ଗଲରୁ ଗୁରୁତର ଅବସ୍ଥାରେ ଏକ ଭାଲୁକୁ ଉଦ୍ଧାର କରାଯାଇଛି। ଗ୍ରାମବାସୀଙ୍କ ସୂଚନା ପାଇ ବନ ବିଭାଗ କର୍ମଚାରୀ ଘଟଣାସ୍ଥଳରେ ପହଞ୍ଚି ଭାଲୁକୁ ଉଦ୍ଧାର କରିଥିଲେ। ଭାଲୁଟି ଆହତ ହୋଇଥିବାରୁ ଚିକିତ୍ସା ପାଇଁ ପଶୁ ଡାକ୍ତରଖାନାକୁ ନିଆଯାଇଛି। ଖାଦ୍ୟ ଅଭାବରୁ ଭାଲୁ ଗାଁ ଆଡ଼କୁ ଆସୁଥିବା ବନ ବିଭାଗ ପକ୍ଷରୁ କୁହାଯାଇଛି। ଢେଙ୍କାନାଳ,୧୩।୧(ନି.ପ୍ର.)- ଜଙ୍ଗଲରୁ ଗୁରୁତର ଅବସ୍ଥାରେ ଏକ ଭାଲୁକୁ ଉଦ୍ଧାର କରାଯାଇଛି। ଗ୍ରାମବାସୀଙ୍କ ସୂଚନା ପାଇ ବନ ବିଭାଗ କର୍ମଚାରୀ ଘଟଣାସ୍ଥଳରେ ପହଞ୍ଚି ଭାଲୁକୁ ଉଦ୍ଧାର କରିଥିଲେ। ଭାଲୁଟି ଆହତ ହୋଇଥିବାରୁ ଚିକିତ୍ସା ପାଇଁ ପଶୁ ଡାକ୍ତରଖାନାକୁ ନିଆଯାଇଛି। <box>752 890 1122 1091</box>
ad-body: ଯେହେତୁ ଓଡ଼ିଶା ସରକାରଙ୍କୁ ପ୍ରତୀତ ହେଉଛି ଯେ, ଏଥିସହିତ ସଂଲଗ୍ନ ଅନୁସୂଚୀରେ ବର୍ଣ୍ଣିତ ଜମି ସର୍ବସାଧାରଣ ଉଦ୍ଦେଶ୍ୟ ପାଇଁ ଆବଶ୍ୟକ ହେଉଛି, ଏହି ଜମି ଅଧିଗ୍ରହଣ ପାଇଁ ଭୂମି ଅଧିଗ୍ରହଣ ଆଇନ ୧୮୯୪ର ଧାରା ୪ ଅନୁଯାୟୀ ବିଜ୍ଞପ୍ତି ପ୍ରକାଶ କରାଯାଉଛି। ଏହି ଜମି ଉପରେ ସ୍ୱାର୍ଥ ଥିବା ବ୍ୟକ୍ତିମାନେ ଆପତ୍ତି ଦାଖଲ କରିପାରିବେ। ଉକ୍ତ ଜମିର ନକ୍ସା ଜିଲ୍ଲାପାଳ, ଅନୁଗୋଳଙ୍କ କାର୍ଯ୍ୟାଳୟରେ ଦେଖିହେବ। <box>20 1461 548 1526</box>
table-cell: 305 <box>56 1864 106 1879</box>
meta-key: NAME OF THE P.S. <box>20 1604 110 1616</box>
ad-group: GROUP (A): REPLACEMENT OF A.C. SHEET ROOFING BY GCI SHEET AND PROVIDING 12.5 MM GR. GYP BOARD FALSE CEILING INSIDE OFFICE HALLS OF THE OHPC OFFICE COMPLEX. <box>1138 1493 1478 1529</box>
table-cell: 3328(P) <box>106 1773 149 1788</box>
land-field-label: District <box>1362 2138 1392 2150</box>
table-cell: 2 <box>21 1682 56 1697</box>
table-total-row <box>21 2085 548 2100</box>
table-cell: 0.45 <box>149 1925 229 1940</box>
table-cell: 5 <box>21 1727 56 1742</box>
table-row <box>581 1760 1110 1813</box>
table-header: ରାଜ୍ୟ ସରକାରଙ୍କ ସହାୟତା <box>921 1596 1016 1649</box>
table-cell: 21 <box>21 1970 56 1985</box>
land-field-label: Area <box>1362 2150 1383 2162</box>
ad-date-line: ii) Last date of receipt of Tender paper : Upto 16.00 Hrs of 31.01.2011 <box>1138 1590 1447 1602</box>
table-cell: 305 <box>56 1910 106 1925</box>
table-cell: Sarad 3 <box>338 1743 435 1758</box>
ad-org: Mission Directorate NRHM, Orissa <box>740 1143 1016 1162</box>
table-cell: 0.42 <box>149 1986 229 2001</box>
table-cell: 3339(P) <box>106 1910 149 1925</box>
ad-division: RAW MATERIALS DIVISION <box>1170 618 1301 629</box>
bear-head-shape <box>908 744 968 799</box>
ad-body: Application received after the due date shall not be entertained. <box>1138 1913 1405 1925</box>
table-cell: 0.10 <box>149 1895 229 1910</box>
